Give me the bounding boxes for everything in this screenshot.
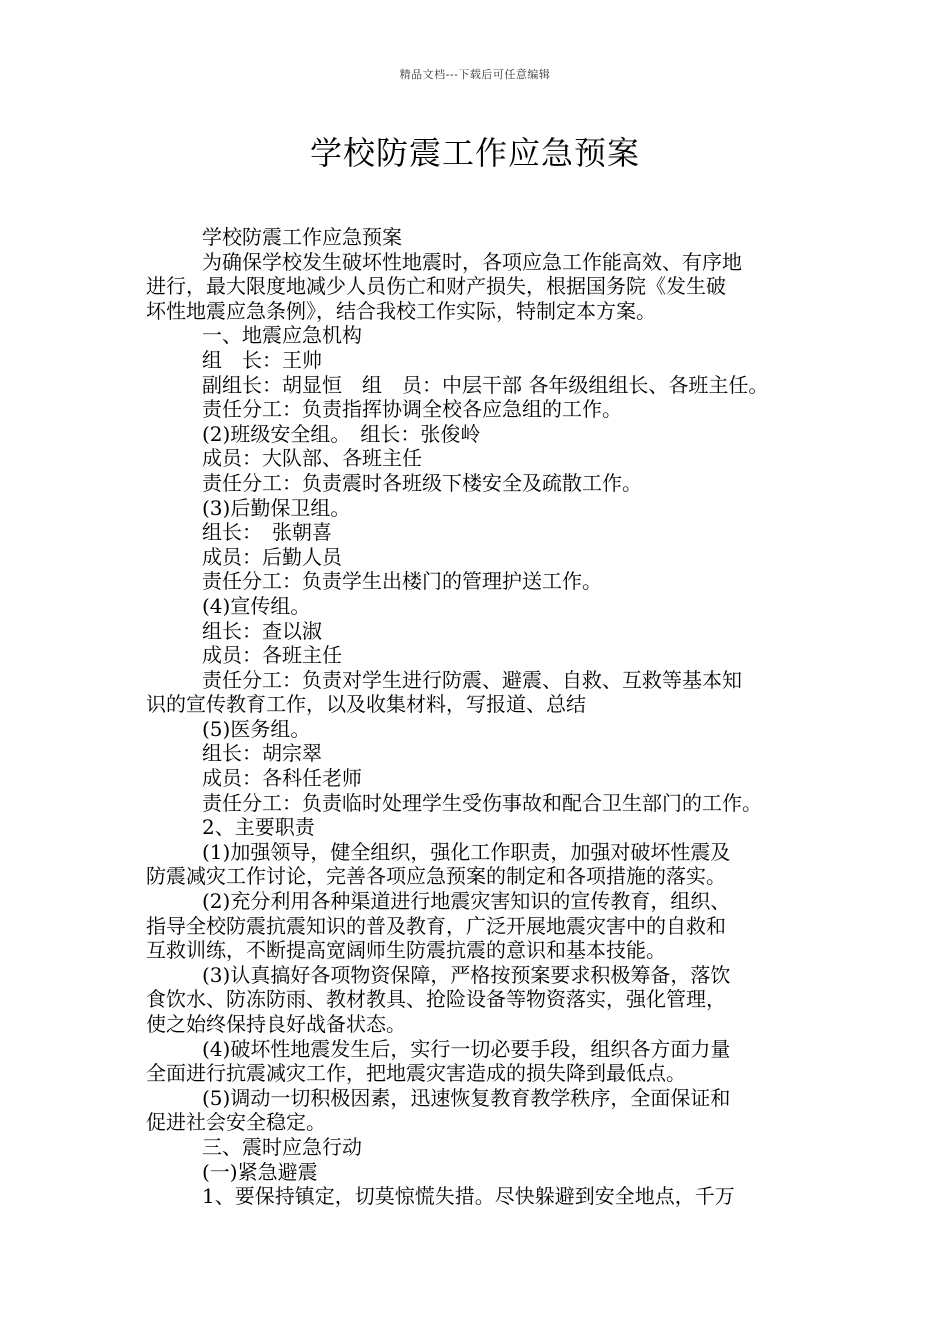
text-line: 责任分工：负责对学生进行防震、避震、自救、互救等基本知 [202, 667, 742, 692]
text-line: 互救训练，不断提高宽阔师生防震抗震的意识和基本技能。 [146, 938, 666, 963]
text-line: 坏性地震应急条例》，结合我校工作实际，特制定本方案。 [146, 298, 656, 323]
text-line: 组长：胡宗翠 [202, 741, 322, 766]
text-line: 2、主要职责 [202, 815, 315, 840]
text-line: 进行，最大限度地减少人员伤亡和财产损失，根据国务院《发生破 [146, 274, 726, 299]
text-line: 防震减灾工作讨论，完善各项应急预案的制定和各项措施的落实。 [146, 864, 726, 889]
text-line: 责任分工：负责指挥协调全校各应急组的工作。 [202, 397, 622, 422]
text-line: 学校防震工作应急预案 [202, 225, 402, 249]
text-line: 成员：大队部、各班主任 [202, 446, 422, 471]
text-line: 一、地震应急机构 [202, 323, 362, 348]
text-line: (3)后勤保卫组。 [202, 495, 351, 520]
header-note: 精品文档---下载后可任意编辑 [399, 68, 551, 81]
text-line: (5)医务组。 [202, 716, 311, 741]
text-line: 促进社会安全稳定。 [146, 1110, 326, 1135]
text-line: (2)充分利用各种渠道进行地震灾害知识的宣传教育，组织、 [202, 889, 731, 914]
text-line: (3)认真搞好各项物资保障，严格按预案要求积极筹备，落饮 [202, 962, 731, 987]
text-line: 责任分工：负责临时处理学生受伤事故和配合卫生部门的工作。 [202, 790, 762, 815]
text-line: 组长： 张朝喜 [202, 520, 332, 545]
text-line: 副组长：胡显恒 组 员：中层干部 各年级组组长、各班主任。 [202, 372, 769, 397]
text-line: 1、要保持镇定，切莫惊慌失措。尽快躲避到安全地点，千万 [202, 1184, 735, 1209]
text-line: 组长：查以淑 [202, 618, 322, 643]
text-line: 使之始终保持良好战备状态。 [146, 1012, 406, 1036]
text-line: 组 长：王帅 [202, 347, 322, 372]
text-line: 识的宣传教育工作，以及收集材料，写报道、总结 [146, 692, 586, 717]
text-line: 全面进行抗震减灾工作，把地震灾害造成的损失降到最低点。 [146, 1061, 686, 1086]
text-line: (一)紧急避震 [202, 1159, 318, 1184]
text-line: (1)加强领导，健全组织，强化工作职责，加强对破坏性震及 [202, 839, 731, 864]
document-body [146, 225, 814, 1209]
text-line: 成员：后勤人员 [202, 544, 342, 569]
text-line: (4)破坏性地震发生后，实行一切必要手段，组织各方面力量 [202, 1036, 731, 1061]
text-line: 食饮水、防冻防雨、教材教具、抢险设备等物资落实，强化管理， [146, 987, 726, 1012]
text-line: (2)班级安全组。 组长：张俊岭 [202, 421, 481, 446]
text-line: 成员：各班主任 [202, 643, 342, 668]
text-line: 成员：各科任老师 [202, 766, 362, 791]
text-line: 责任分工：负责震时各班级下楼安全及疏散工作。 [202, 470, 642, 495]
text-line: (4)宣传组。 [202, 593, 311, 618]
text-line: 三、震时应急行动 [202, 1134, 362, 1159]
text-line: 为确保学校发生破坏性地震时，各项应急工作能高效、有序地 [202, 249, 742, 274]
text-line: 指导全校防震抗震知识的普及教育，广泛开展地震灾害中的自救和 [146, 913, 726, 938]
text-line: (5)调动一切积极因素，迅速恢复教育教学秩序，全面保证和 [202, 1085, 731, 1110]
text-line: 责任分工：负责学生出楼门的管理护送工作。 [202, 569, 602, 594]
document-title: 学校防震工作应急预案 [309, 134, 640, 172]
